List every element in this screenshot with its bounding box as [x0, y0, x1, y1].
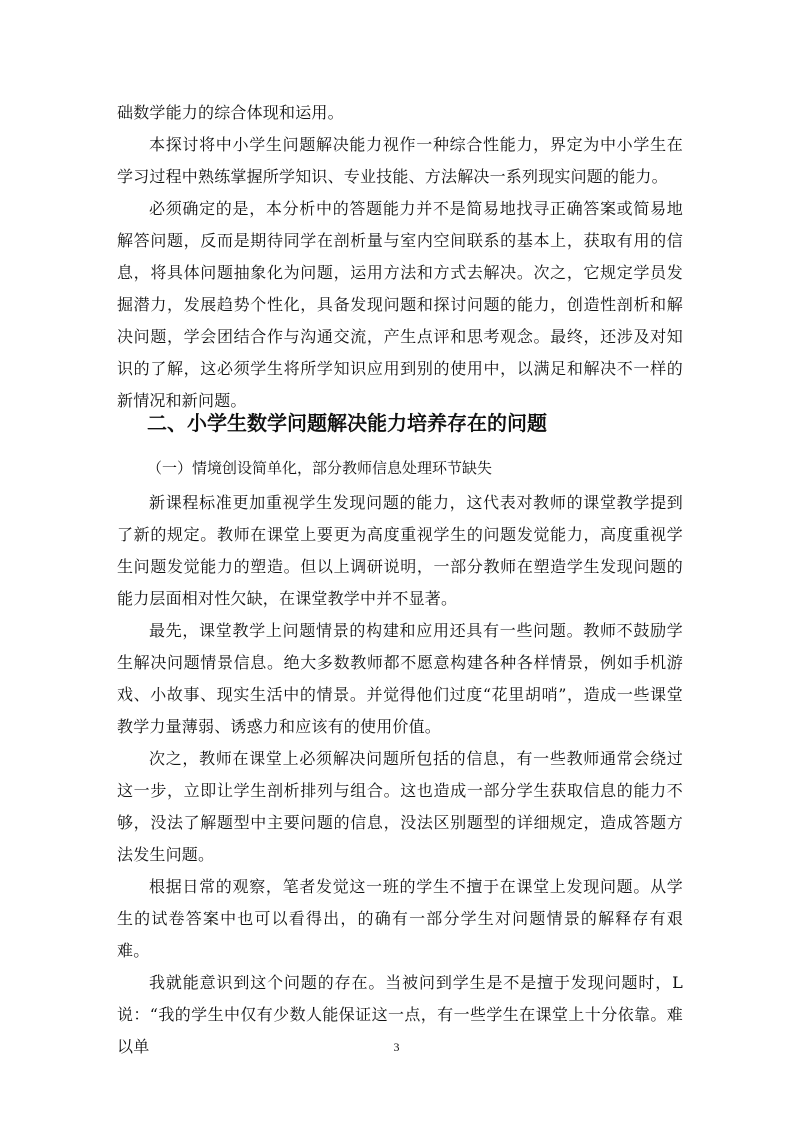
paragraph: 次之，教师在课堂上必须解决问题所包括的信息，有一些教师通常会绕过这一步，立即让学生剖析排列与组合。这也造成一部分学生获取信息的能力不够，没法了解题型中主要问题的信息，没法区别题型的详细规定，造成答题方法发生问题。: [117, 749, 683, 864]
paragraph: 根据日常的观察，笔者发觉这一班的学生不擅于在课堂上发现问题。从学生的试卷答案中也可以看得出，的确有一部分学生对问题情景的解释存有艰难。: [117, 877, 683, 960]
paragraph: 础数学能力的综合体现和运用。: [117, 103, 344, 122]
paragraph: 本探讨将中小学生问题解决能力视作一种综合性能力，界定为中小学生在学习过程中熟练掌握所学知识、专业技能、方法解决一系列现实问题的能力。: [117, 135, 683, 186]
paragraph: 我就能意识到这个问题的存在。当被问到学生是不是擅于发现问题时，L 说：“我的学生中仅有少数人能保证这一点，有一些学生在课堂上十分依靠。难以单: [117, 973, 683, 1056]
paragraph: 新课程标准更加重视学生发现问题的能力，这代表对教师的课堂教学提到了新的规定。教师在课堂上要更为高度重视学生的问题发觉能力，高度重视学生问题发觉能力的塑造。但以上调研说明，一部分教师在塑造学生发现问题的能力层面相对性欠缺，在课堂教学中并不显著。: [117, 493, 683, 608]
sub-heading: （一）情境创设简单化，部分教师信息处理环节缺失: [147, 459, 493, 477]
paragraph: 最先，课堂教学上问题情景的构建和应用还具有一些问题。教师不鼓励学生解决问题情景信息。绝大多数教师都不愿意构建各种各样情景，例如手机游戏、小故事、现实生活中的情景。并觉得他们过度“花里胡哨”，造成一些课堂教学力量薄弱、诱惑力和应该有的使用价值。: [117, 621, 683, 736]
body-text-top: [117, 97, 683, 417]
page-number: 3: [393, 1040, 400, 1054]
paragraph: 必须确定的是，本分析中的答题能力并不是简易地找寻正确答案或简易地解答问题，反而是期待同学在剖析量与室内空间联系的基本上，获取有用的信息，将具体问题抽象化为问题，运用方法和方式去解决。次之，它规定学员发掘潜力，发展趋势个性化，具备发现问题和探讨问题的能力，创造性剖析和解决问题，学会团结合作与沟通交流，产生点评和思考观念。最终，还涉及对知识的了解，这必须学生将所学知识应用到别的使用中，以满足和解决不一样的新情况和新问题。: [117, 199, 683, 410]
body-text-bottom: [117, 487, 683, 1063]
section-heading: 二、小学生数学问题解决能力培养存在的问题: [147, 411, 547, 435]
